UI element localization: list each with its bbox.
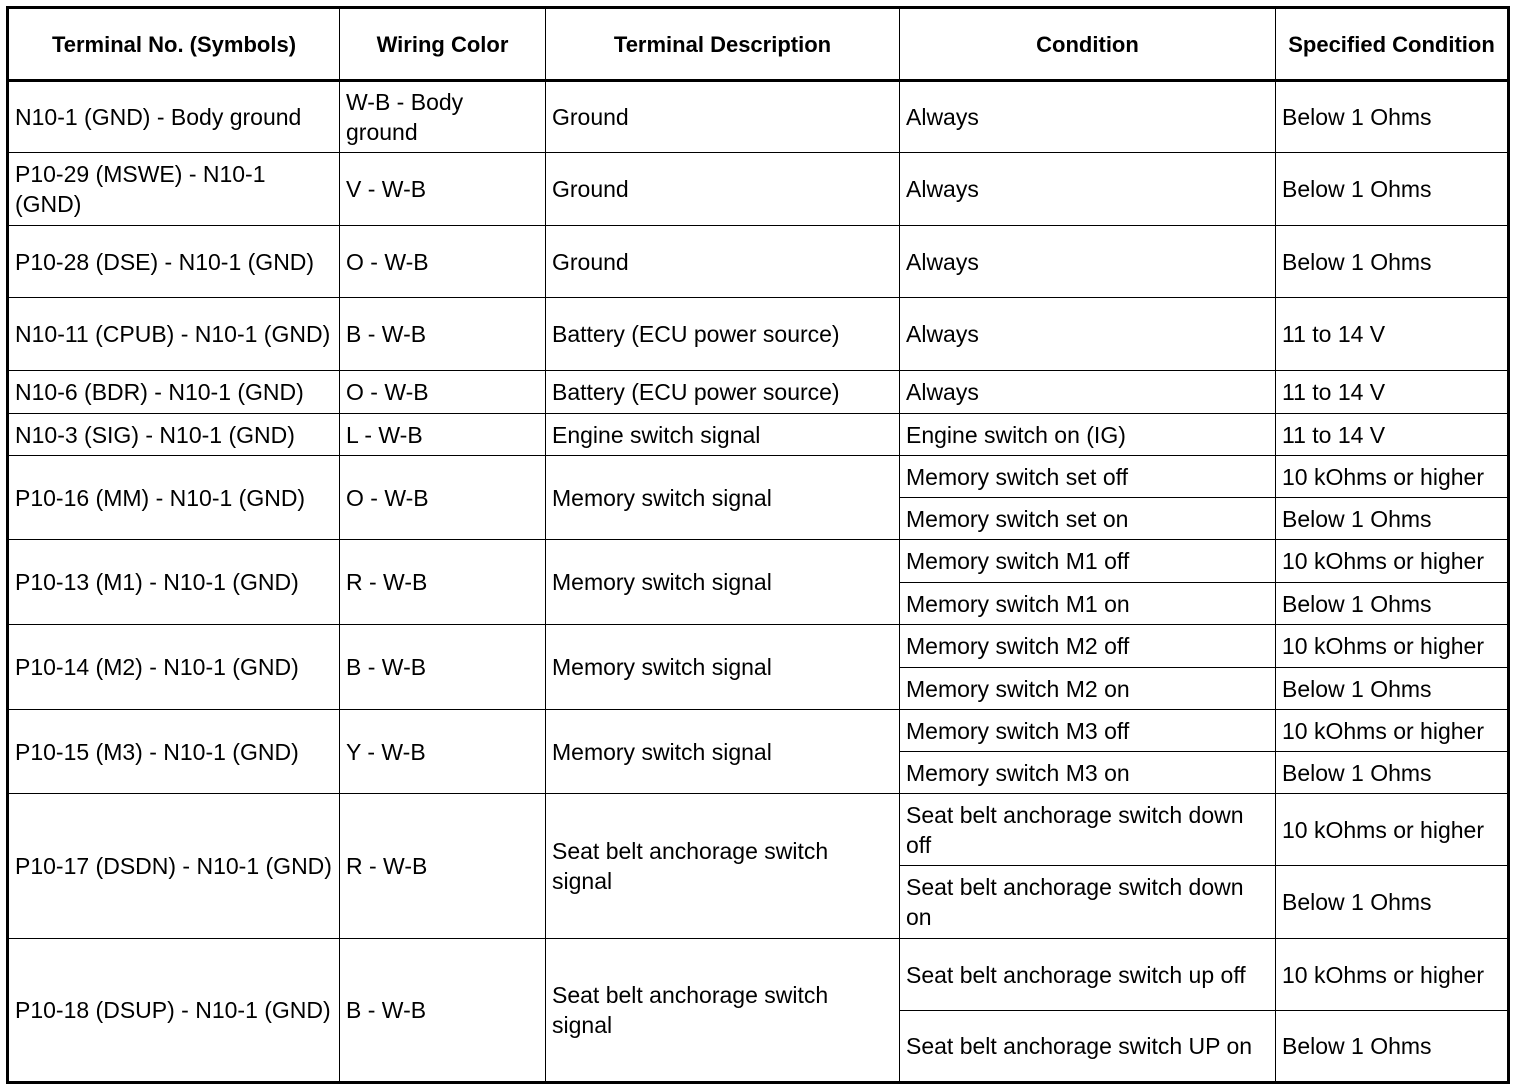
terminal-cell: N10-6 (BDR) - N10-1 (GND) <box>8 371 340 414</box>
condition-cell: Always <box>900 153 1276 226</box>
header-terminal: Terminal No. (Symbols) <box>8 8 340 81</box>
specified-cell: 11 to 14 V <box>1276 371 1509 414</box>
condition-cell: Seat belt anchorage switch up off <box>900 939 1276 1011</box>
wiring-color-cell: Y - W-B <box>340 710 546 794</box>
specified-cell: 11 to 14 V <box>1276 298 1509 371</box>
wiring-color-cell: L - W-B <box>340 414 546 456</box>
specified-cell: 11 to 14 V <box>1276 414 1509 456</box>
specified-cell: Below 1 Ohms <box>1276 1011 1509 1083</box>
terminal-cell: P10-14 (M2) - N10-1 (GND) <box>8 625 340 710</box>
condition-cell: Memory switch set off <box>900 456 1276 498</box>
terminal-cell: P10-13 (M1) - N10-1 (GND) <box>8 540 340 625</box>
table-row <box>8 81 1509 153</box>
specified-cell: 10 kOhms or higher <box>1276 540 1509 583</box>
specified-cell: Below 1 Ohms <box>1276 583 1509 625</box>
description-cell: Seat belt anchorage switch signal <box>546 939 900 1083</box>
specified-cell: Below 1 Ohms <box>1276 226 1509 298</box>
condition-cell: Memory switch M3 on <box>900 752 1276 794</box>
terminal-spec-table <box>6 6 1510 1084</box>
specified-cell: 10 kOhms or higher <box>1276 456 1509 498</box>
specified-cell: Below 1 Ohms <box>1276 866 1509 939</box>
specified-cell: 10 kOhms or higher <box>1276 794 1509 866</box>
description-cell: Ground <box>546 153 900 226</box>
table-body <box>8 81 1509 1083</box>
description-cell: Battery (ECU power source) <box>546 298 900 371</box>
specified-cell: Below 1 Ohms <box>1276 668 1509 710</box>
terminal-cell: N10-3 (SIG) - N10-1 (GND) <box>8 414 340 456</box>
specified-cell: 10 kOhms or higher <box>1276 710 1509 752</box>
header-specified-condition: Specified Condition <box>1276 8 1509 81</box>
terminal-cell: P10-16 (MM) - N10-1 (GND) <box>8 456 340 540</box>
description-cell: Ground <box>546 226 900 298</box>
table-header <box>8 8 1509 81</box>
table-row <box>8 371 1509 414</box>
description-cell: Memory switch signal <box>546 540 900 625</box>
header-terminal-description: Terminal Description <box>546 8 900 81</box>
condition-cell: Memory switch M3 off <box>900 710 1276 752</box>
wiring-color-cell: V - W-B <box>340 153 546 226</box>
specified-cell: Below 1 Ohms <box>1276 498 1509 540</box>
condition-cell: Seat belt anchorage switch down off <box>900 794 1276 866</box>
table-row <box>8 414 1509 456</box>
condition-cell: Memory switch M2 on <box>900 668 1276 710</box>
table-row <box>8 456 1509 498</box>
condition-cell: Memory switch set on <box>900 498 1276 540</box>
description-cell: Memory switch signal <box>546 456 900 540</box>
condition-cell: Memory switch M1 on <box>900 583 1276 625</box>
table-row <box>8 153 1509 226</box>
terminal-cell: P10-28 (DSE) - N10-1 (GND) <box>8 226 340 298</box>
terminal-cell: P10-17 (DSDN) - N10-1 (GND) <box>8 794 340 939</box>
condition-cell: Seat belt anchorage switch down on <box>900 866 1276 939</box>
wiring-color-cell: R - W-B <box>340 540 546 625</box>
wiring-color-cell: O - W-B <box>340 456 546 540</box>
condition-cell: Engine switch on (IG) <box>900 414 1276 456</box>
table-row <box>8 939 1509 1011</box>
wiring-color-cell: B - W-B <box>340 939 546 1083</box>
description-cell: Memory switch signal <box>546 710 900 794</box>
table-row <box>8 298 1509 371</box>
description-cell: Memory switch signal <box>546 625 900 710</box>
specified-cell: Below 1 Ohms <box>1276 81 1509 153</box>
specified-cell: 10 kOhms or higher <box>1276 625 1509 668</box>
wiring-color-cell: B - W-B <box>340 625 546 710</box>
header-row <box>8 8 1509 81</box>
description-cell: Engine switch signal <box>546 414 900 456</box>
condition-cell: Always <box>900 226 1276 298</box>
condition-cell: Memory switch M2 off <box>900 625 1276 668</box>
table-row <box>8 540 1509 583</box>
table-row <box>8 226 1509 298</box>
terminal-cell: N10-11 (CPUB) - N10-1 (GND) <box>8 298 340 371</box>
condition-cell: Always <box>900 298 1276 371</box>
table-row <box>8 710 1509 752</box>
specified-cell: 10 kOhms or higher <box>1276 939 1509 1011</box>
condition-cell: Seat belt anchorage switch UP on <box>900 1011 1276 1083</box>
wiring-color-cell: R - W-B <box>340 794 546 939</box>
condition-cell: Always <box>900 371 1276 414</box>
description-cell: Ground <box>546 81 900 153</box>
specified-cell: Below 1 Ohms <box>1276 752 1509 794</box>
wiring-color-cell: O - W-B <box>340 371 546 414</box>
description-cell: Battery (ECU power source) <box>546 371 900 414</box>
wiring-color-cell: O - W-B <box>340 226 546 298</box>
terminal-cell: P10-15 (M3) - N10-1 (GND) <box>8 710 340 794</box>
terminal-cell: N10-1 (GND) - Body ground <box>8 81 340 153</box>
terminal-cell: P10-18 (DSUP) - N10-1 (GND) <box>8 939 340 1083</box>
wiring-color-cell: B - W-B <box>340 298 546 371</box>
description-cell: Seat belt anchorage switch signal <box>546 794 900 939</box>
condition-cell: Memory switch M1 off <box>900 540 1276 583</box>
condition-cell: Always <box>900 81 1276 153</box>
header-wiring-color: Wiring Color <box>340 8 546 81</box>
specified-cell: Below 1 Ohms <box>1276 153 1509 226</box>
wiring-color-cell: W-B - Body ground <box>340 81 546 153</box>
table-row <box>8 625 1509 668</box>
terminal-cell: P10-29 (MSWE) - N10-1 (GND) <box>8 153 340 226</box>
header-condition: Condition <box>900 8 1276 81</box>
table-row <box>8 794 1509 866</box>
